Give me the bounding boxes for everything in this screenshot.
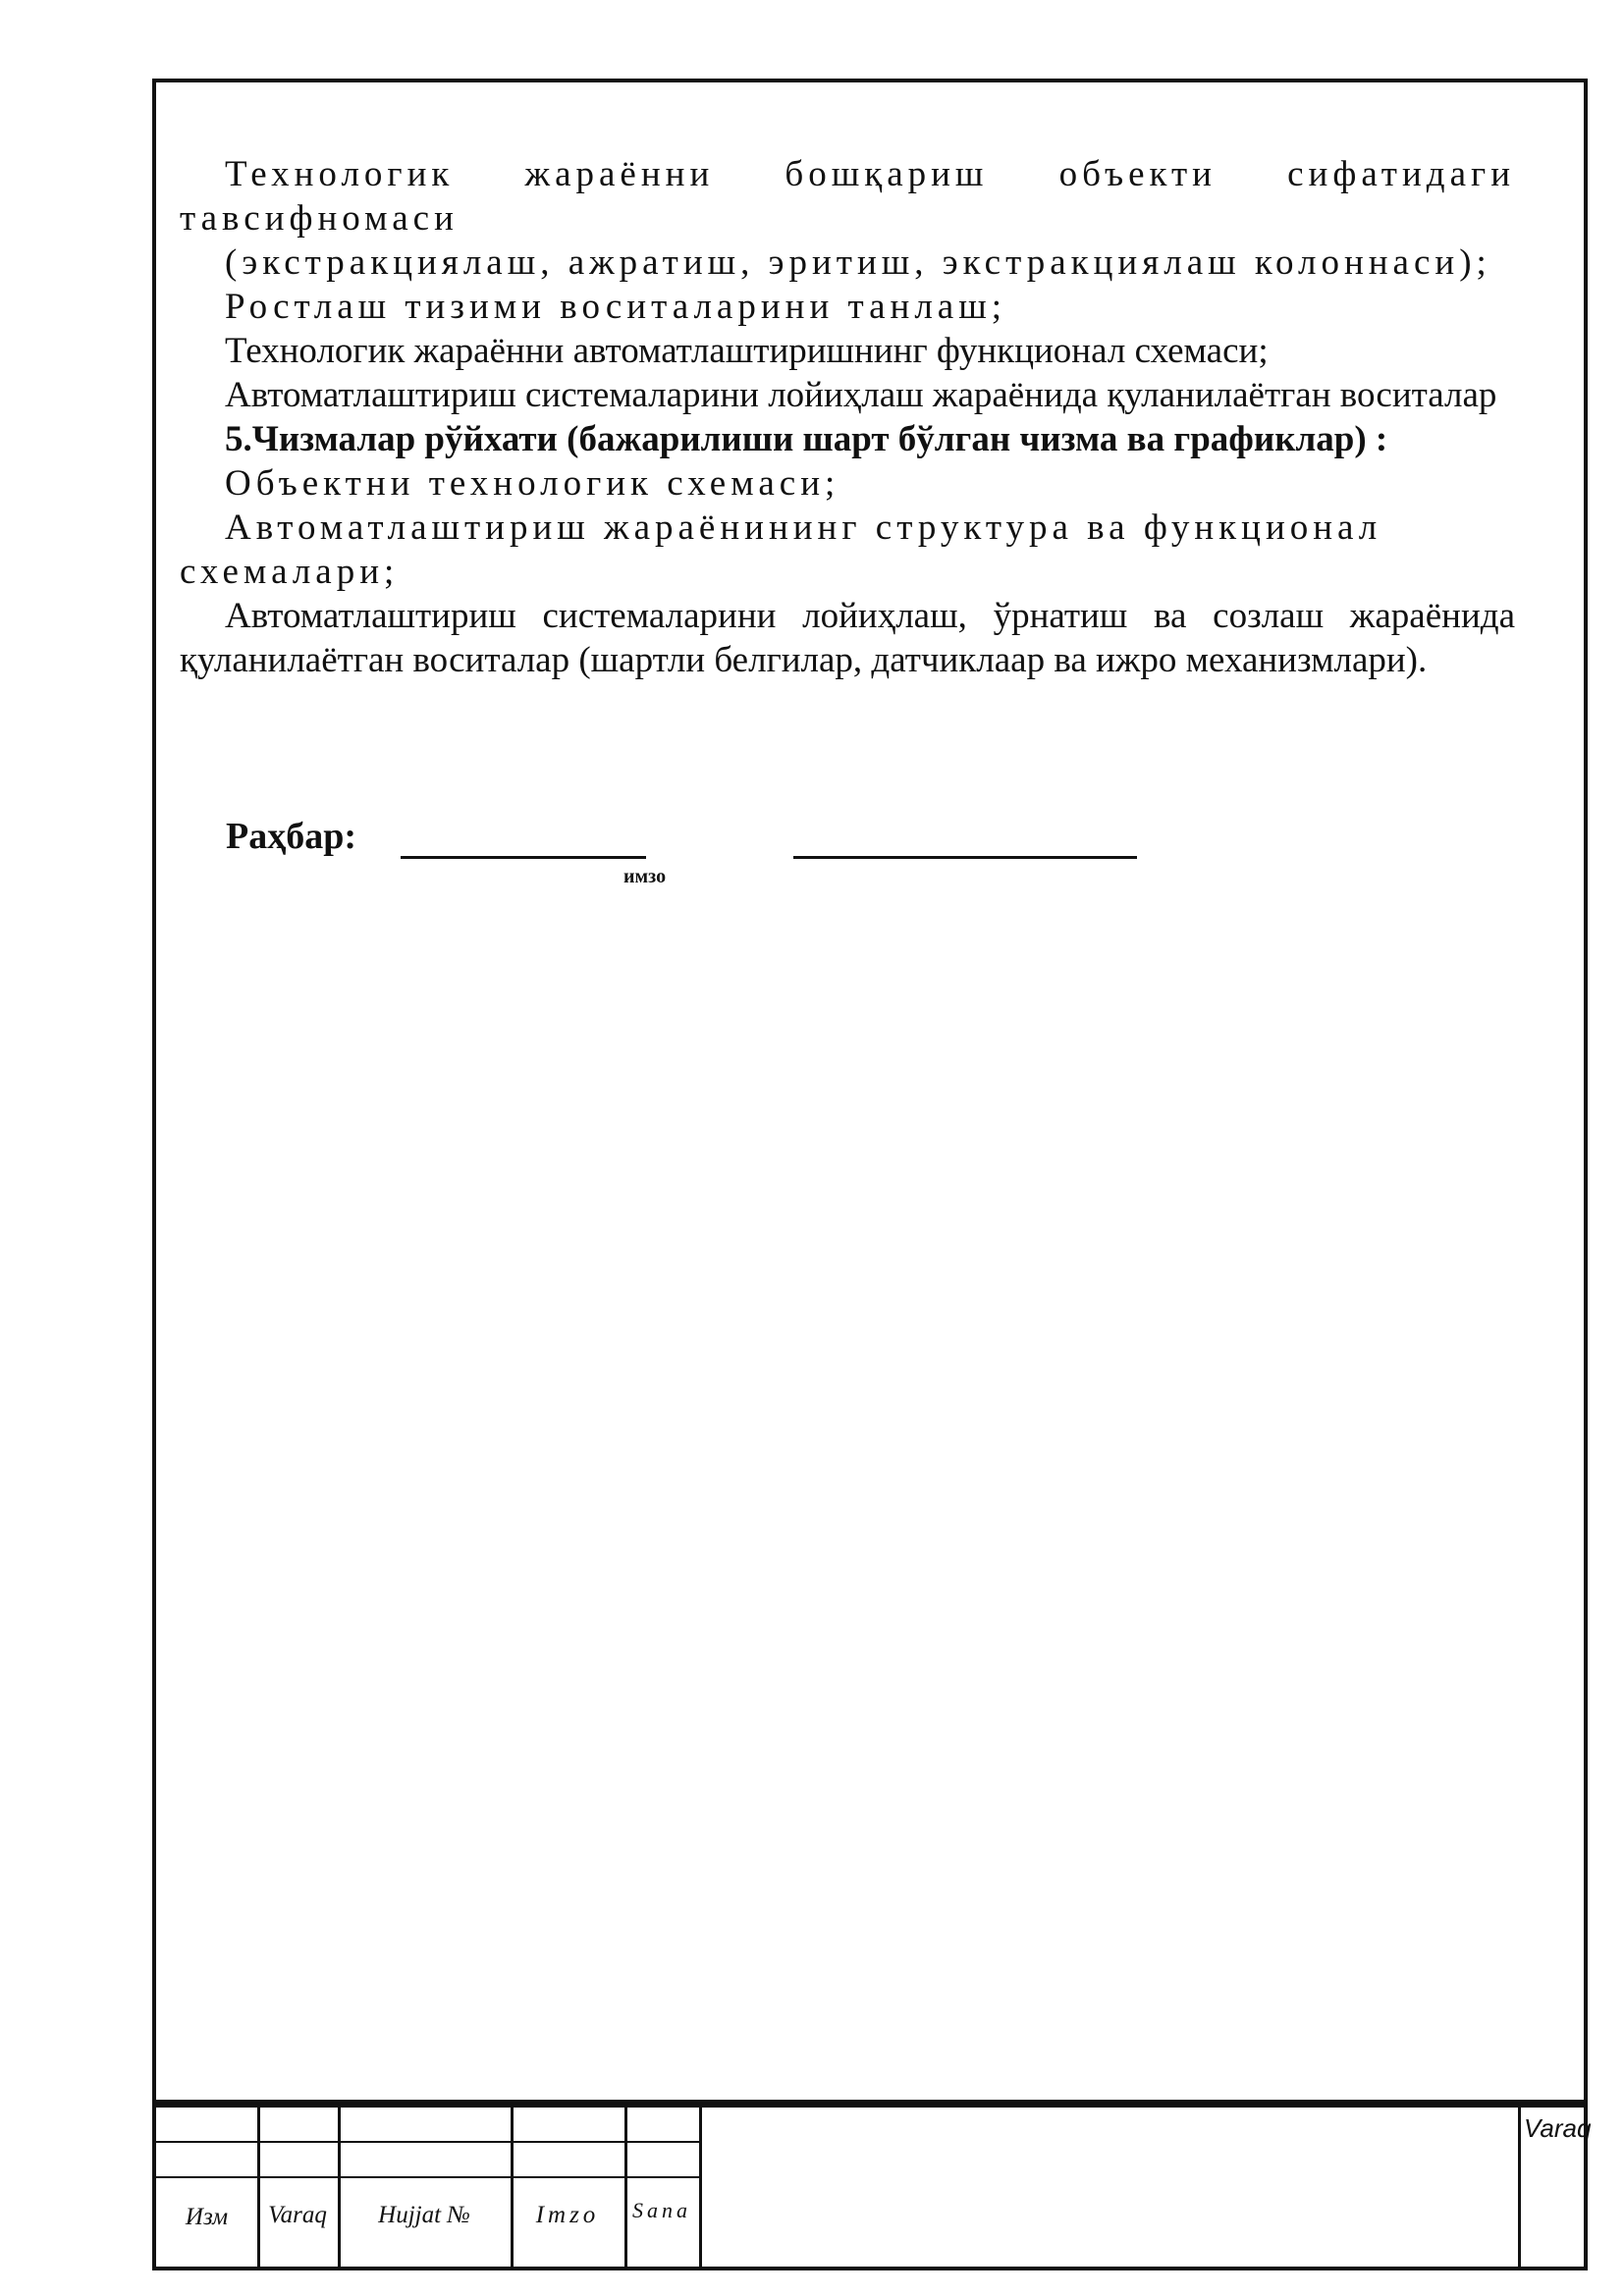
paragraph-technological-scheme: Объектни технологик схемаси; [225, 463, 840, 504]
paragraph-functional-scheme: Технологик жараённи автоматлаштиришнинг функционал схемаси; [225, 331, 1269, 371]
document-body [180, 152, 1515, 682]
stamp-divider [1518, 2108, 1521, 2267]
paragraph-regulation-tools: Ростлаш тизими воситаларини танлаш; [225, 287, 1006, 327]
stamp-row-line [156, 2141, 702, 2143]
stamp-divider [624, 2108, 627, 2267]
signature-caption: имзо [623, 866, 667, 887]
name-line [793, 856, 1137, 859]
stamp-cell-hujjat: Hujjat № [378, 2202, 470, 2228]
stamp-cell-izm: Изм [185, 2204, 229, 2230]
stamp-sheet-label: Varaq [1524, 2113, 1592, 2143]
stamp-divider [699, 2108, 702, 2267]
paragraph-object-description: Технологик жараённи бошқариш объекти сифатидаги тавсифномаси [180, 154, 1515, 239]
signature-line [401, 856, 646, 859]
stamp-divider [511, 2108, 514, 2267]
stamp-cell-imzo: Imzo [535, 2202, 600, 2228]
signature-block [226, 815, 1306, 893]
section-heading-drawings: 5.Чизмалар рўйхати (бажарилиши шарт бўлган чизма ва графиклар) : [225, 419, 1388, 459]
stamp-divider [257, 2108, 260, 2267]
stamp-divider [338, 2108, 341, 2267]
paragraph-design-tools: Автоматлаштириш системаларини лойиҳлаш жараёнида қуланилаётган воситалар [225, 375, 1497, 415]
paragraph-installation-tools: Автоматлаштириш системаларини лойиҳлаш, ўрнатиш ва созлаш жараёнида қуланилаётган воситалар (шартли белгилар, датчиклаар ва ижро механизмлари). [180, 596, 1515, 680]
stamp-cell-sana: Sana [632, 2198, 691, 2222]
paragraph-structure-scheme: Автоматлаштириш жараёнининг структура ва функционал схемалари; [180, 507, 1382, 592]
title-block-stamp [152, 2104, 1592, 2270]
stamp-row-line [156, 2176, 702, 2178]
stamp-cell-varaq: Varaq [268, 2202, 327, 2228]
paragraph-extraction-list: (экстракциялаш, ажратиш, эритиш, экстракциялаш колоннаси); [225, 242, 1491, 283]
supervisor-label: Раҳбар: [226, 816, 356, 857]
